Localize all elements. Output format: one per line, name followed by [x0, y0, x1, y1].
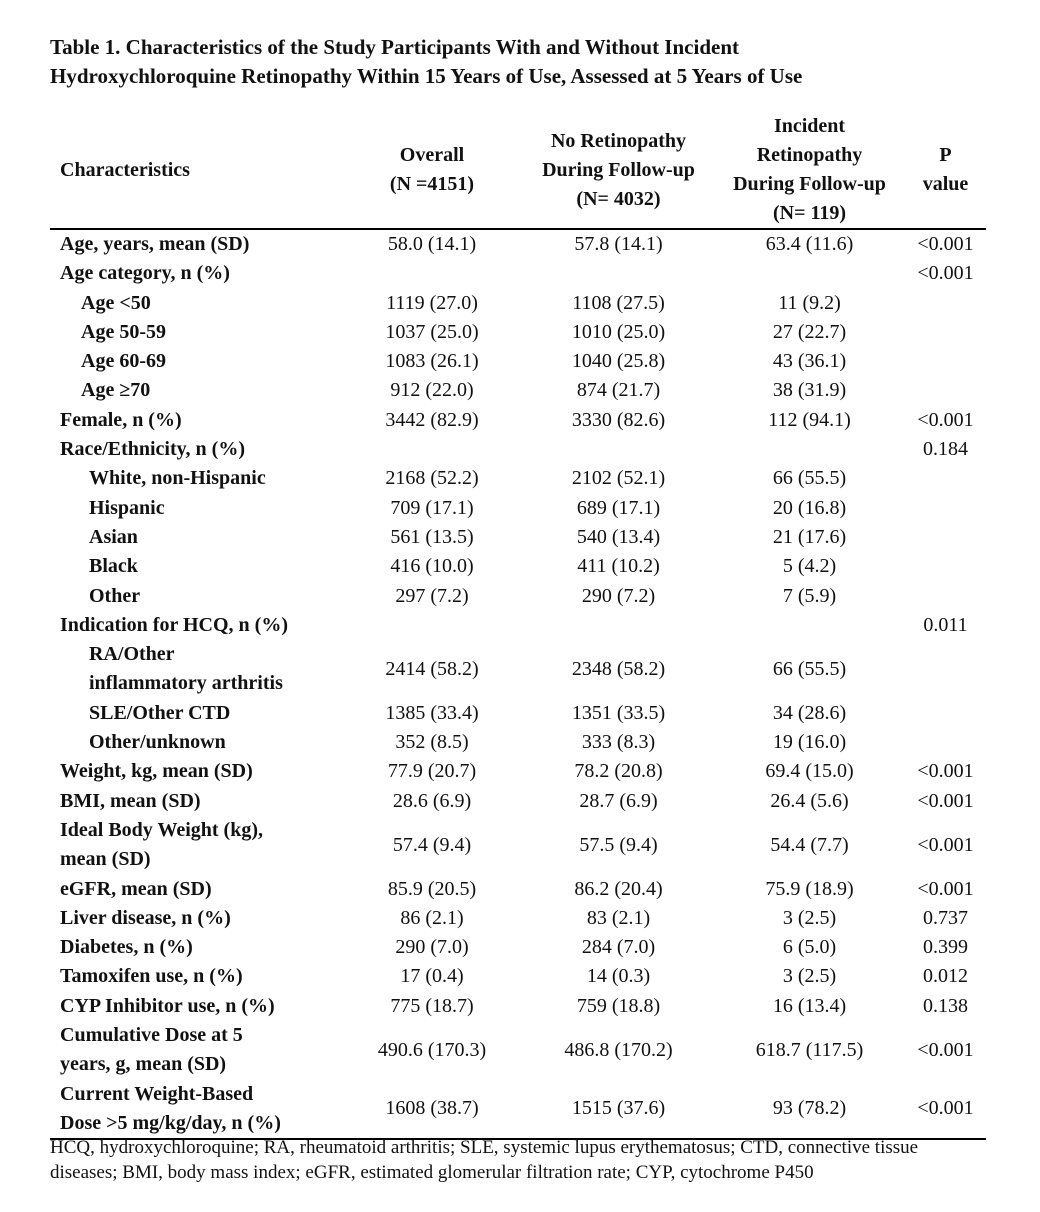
- row-label: [50, 640, 341, 699]
- row-label: [50, 875, 341, 904]
- table-row: [50, 1080, 986, 1140]
- cell-overall: 709 (17.1): [390, 496, 474, 519]
- cell-overall: 86 (2.1): [400, 906, 464, 929]
- header-no-retinopathy-line: During Follow-up: [542, 158, 695, 181]
- cell-p-value: <0.001: [917, 789, 974, 812]
- cell-p-value: [905, 582, 986, 611]
- cell-no-retinopathy: 14 (0.3): [586, 965, 651, 988]
- row-label-line: Age 50-59: [81, 320, 166, 343]
- cell-p-value: <0.001: [905, 1080, 986, 1140]
- row-label: [50, 494, 341, 523]
- row-label-line: Other: [89, 584, 141, 607]
- table-title-line-1: Table 1. Characteristics of the Study Participants With and Without Incident: [50, 35, 739, 59]
- table-row: [50, 523, 986, 552]
- table-header-row: [50, 112, 986, 229]
- cell-p-value: [905, 347, 986, 376]
- row-label: [50, 523, 341, 552]
- row-label-line: mean (SD): [60, 848, 151, 871]
- row-label-line: Female, n (%): [60, 408, 182, 431]
- cell-p-value: <0.001: [917, 833, 974, 856]
- cell-overall: 28.6 (6.9): [392, 789, 472, 812]
- cell-p-value: 0.138: [923, 994, 968, 1017]
- row-label-line: BMI, mean (SD): [60, 789, 201, 812]
- row-label-line: Ideal Body Weight (kg),: [60, 818, 263, 841]
- cell-p-value: [905, 728, 986, 757]
- cell-incident-retinopathy: 34 (28.6): [772, 701, 847, 724]
- row-label: [50, 376, 341, 405]
- cell-incident-retinopathy: 21 (17.6): [772, 525, 847, 548]
- row-label: [50, 757, 341, 786]
- header-no-retinopathy-line: No Retinopathy: [550, 129, 686, 152]
- cell-overall: 1385 (33.4): [385, 701, 479, 724]
- row-label-line: Current Weight-Based: [60, 1082, 254, 1105]
- cell-p-value: [905, 523, 986, 552]
- footnote-line-1: HCQ, hydroxychloroquine; RA, rheumatoid arthritis; SLE, systemic lupus erythematosus; CTD, connective tissue: [50, 1137, 919, 1158]
- row-label: [50, 259, 341, 288]
- header-incident-retinopathy: [714, 112, 905, 229]
- cell-overall: [341, 259, 523, 288]
- table-row: [50, 406, 986, 435]
- cell-no-retinopathy: 2102 (52.1): [571, 467, 666, 490]
- cell-overall: 3442 (82.9): [385, 408, 479, 431]
- row-label-line: Age <50: [81, 291, 151, 314]
- table-row: [50, 611, 986, 640]
- row-label-line: Tamoxifen use, n (%): [60, 965, 243, 988]
- row-label: [50, 1021, 341, 1080]
- table-row: [50, 816, 986, 875]
- cell-incident-retinopathy: 3 (2.5): [782, 965, 837, 988]
- row-label-line: eGFR, mean (SD): [60, 877, 212, 900]
- cell-p-value: [905, 699, 986, 728]
- cell-p-value: 0.011: [923, 613, 968, 636]
- cell-no-retinopathy: 1108 (27.5): [572, 291, 665, 314]
- table-row: [50, 875, 986, 904]
- cell-no-retinopathy: 1351 (33.5): [571, 701, 666, 724]
- cell-no-retinopathy: 689 (17.1): [576, 496, 661, 519]
- row-label-line: Black: [89, 555, 138, 578]
- cell-overall: 2168 (52.2): [385, 467, 479, 490]
- table-row: [50, 992, 986, 1021]
- header-incident-line: Incident: [773, 115, 846, 137]
- table-row: [50, 464, 986, 493]
- cell-overall: 58.0 (14.1): [387, 233, 477, 255]
- row-label: [50, 289, 341, 318]
- cell-no-retinopathy: [523, 259, 714, 288]
- header-incident-line: (N= 119): [772, 202, 847, 224]
- table-row: [50, 933, 986, 962]
- cell-p-value: 0.399: [923, 936, 968, 959]
- row-label: [50, 787, 341, 816]
- cell-overall: [341, 611, 523, 640]
- cell-incident-retinopathy: 6 (5.0): [782, 936, 837, 959]
- header-overall-line: Overall: [399, 144, 465, 166]
- row-label: [50, 552, 341, 581]
- header-incident-line: During Follow-up: [733, 173, 886, 195]
- cell-overall: 2414 (58.2): [385, 657, 479, 680]
- cell-no-retinopathy: 284 (7.0): [581, 936, 656, 959]
- cell-no-retinopathy: 2348 (58.2): [571, 657, 666, 680]
- cell-no-retinopathy: 57.5 (9.4): [579, 833, 658, 856]
- row-label: [50, 611, 341, 640]
- row-label-line: Diabetes, n (%): [60, 936, 193, 959]
- cell-incident-retinopathy: [714, 611, 905, 640]
- row-label: [50, 229, 341, 259]
- cell-overall: 17 (0.4): [400, 965, 464, 988]
- row-label-line: White, non-Hispanic: [89, 467, 266, 490]
- table-row: [50, 229, 986, 259]
- row-label-line: Age, years, mean (SD): [60, 233, 250, 255]
- cell-overall: 1119 (27.0): [386, 291, 478, 314]
- row-label-line: inflammatory arthritis: [89, 672, 283, 695]
- cell-p-value: [905, 640, 986, 699]
- cell-overall: 57.4 (9.4): [392, 833, 472, 856]
- table-title-line-2: Hydroxychloroquine Retinopathy Within 15 Years of Use, Assessed at 5 Years of Use: [50, 64, 803, 88]
- header-characteristics: Characteristics: [50, 112, 341, 229]
- cell-incident-retinopathy: [714, 435, 905, 464]
- cell-incident-retinopathy: 7 (5.9): [782, 584, 837, 607]
- cell-no-retinopathy: 78.2 (20.8): [574, 760, 663, 783]
- table-row: [50, 552, 986, 581]
- cell-p-value: [905, 318, 986, 347]
- table-row: [50, 376, 986, 405]
- row-label-line: Age category, n (%): [60, 262, 230, 285]
- cell-no-retinopathy: 759 (18.8): [576, 994, 661, 1017]
- row-label: [50, 728, 341, 757]
- row-label: [50, 318, 341, 347]
- table-row: [50, 582, 986, 611]
- row-label: [50, 816, 341, 875]
- cell-no-retinopathy: 28.7 (6.9): [579, 789, 658, 812]
- cell-overall: 85.9 (20.5): [387, 877, 477, 900]
- cell-overall: 912 (22.0): [390, 379, 474, 402]
- row-label: [50, 699, 341, 728]
- cell-p-value: [905, 289, 986, 318]
- cell-no-retinopathy: [523, 611, 714, 640]
- cell-overall: 352 (8.5): [395, 731, 469, 754]
- row-label-line: Liver disease, n (%): [60, 906, 231, 929]
- cell-incident-retinopathy: 75.9 (18.9): [765, 877, 854, 900]
- row-label-line: SLE/Other CTD: [89, 701, 231, 724]
- cell-no-retinopathy: 3330 (82.6): [571, 408, 666, 431]
- row-label-line: Cumulative Dose at 5: [60, 1024, 243, 1047]
- row-label-line: Age 60-69: [81, 350, 166, 373]
- cell-p-value: [905, 464, 986, 493]
- cell-incident-retinopathy: 20 (16.8): [772, 496, 847, 519]
- cell-overall: 490.6 (170.3): [377, 1038, 487, 1061]
- row-label-line: Other/unknown: [89, 731, 226, 754]
- cell-overall: 297 (7.2): [395, 584, 469, 607]
- header-p-value-line: P: [939, 144, 952, 166]
- row-label-line: Age ≥70: [81, 379, 151, 402]
- cell-p-value: <0.001: [917, 262, 974, 285]
- table-row: [50, 259, 986, 288]
- cell-incident-retinopathy: 19 (16.0): [772, 731, 847, 754]
- cell-no-retinopathy: 486.8 (170.2): [564, 1038, 673, 1061]
- cell-p-value: <0.001: [917, 408, 974, 431]
- row-label-line: Weight, kg, mean (SD): [60, 760, 253, 783]
- table-row: [50, 494, 986, 523]
- cell-overall: 1608 (38.7): [341, 1080, 523, 1140]
- row-label: [50, 1080, 341, 1140]
- row-label-line: Hispanic: [89, 496, 165, 519]
- header-no-retinopathy: [523, 112, 714, 229]
- row-label: [50, 582, 341, 611]
- table-title: [50, 33, 1010, 91]
- cell-no-retinopathy: 874 (21.7): [576, 379, 661, 402]
- cell-incident-retinopathy: 66 (55.5): [772, 467, 847, 490]
- cell-incident-retinopathy: [714, 259, 905, 288]
- cell-overall: 416 (10.0): [390, 555, 474, 578]
- cell-p-value: <0.001: [917, 760, 974, 783]
- header-no-retinopathy-line: (N= 4032): [576, 187, 661, 210]
- cell-no-retinopathy: 1010 (25.0): [571, 320, 666, 343]
- cell-incident-retinopathy: 618.7 (117.5): [755, 1038, 864, 1061]
- row-label-line: Race/Ethnicity, n (%): [60, 438, 245, 461]
- cell-incident-retinopathy: 11 (9.2): [778, 291, 841, 314]
- row-label: [50, 904, 341, 933]
- cell-no-retinopathy: 1040 (25.8): [571, 350, 666, 373]
- cell-p-value: <0.001: [917, 233, 974, 255]
- cell-incident-retinopathy: 93 (78.2): [714, 1080, 905, 1140]
- header-incident-line: Retinopathy: [756, 144, 863, 166]
- cell-overall: [341, 435, 523, 464]
- table-body: [50, 229, 986, 1139]
- footnote-line-2: diseases; BMI, body mass index; eGFR, estimated glomerular filtration rate; CYP, cytochrome P450: [50, 1162, 814, 1183]
- table-row: [50, 962, 986, 991]
- table-row: [50, 757, 986, 786]
- table-row: [50, 787, 986, 816]
- cell-no-retinopathy: 290 (7.2): [581, 584, 656, 607]
- table-footnote: [50, 1135, 1010, 1185]
- table-row: [50, 728, 986, 757]
- row-label-line: Dose >5 mg/kg/day, n (%): [60, 1111, 281, 1134]
- header-overall: [341, 112, 523, 229]
- cell-incident-retinopathy: 26.4 (5.6): [770, 789, 849, 812]
- cell-overall: 775 (18.7): [390, 994, 474, 1017]
- characteristics-table: [50, 112, 986, 1140]
- row-label-line: Asian: [89, 525, 138, 548]
- cell-no-retinopathy: 57.8 (14.1): [574, 233, 663, 255]
- table-row: [50, 904, 986, 933]
- row-label: [50, 347, 341, 376]
- cell-overall: 77.9 (20.7): [387, 760, 477, 783]
- header-overall-line: (N =4151): [389, 173, 475, 195]
- row-label: [50, 435, 341, 464]
- cell-p-value: 0.184: [923, 438, 968, 461]
- cell-p-value: <0.001: [917, 1038, 974, 1061]
- cell-incident-retinopathy: 66 (55.5): [772, 657, 847, 680]
- table-row: [50, 435, 986, 464]
- table-row: [50, 347, 986, 376]
- cell-p-value: 0.012: [923, 965, 968, 988]
- cell-no-retinopathy: 86.2 (20.4): [574, 877, 663, 900]
- header-p-value: [905, 112, 986, 229]
- row-label-line: CYP Inhibitor use, n (%): [60, 994, 275, 1017]
- cell-incident-retinopathy: 112 (94.1): [768, 408, 851, 431]
- cell-overall: 1037 (25.0): [385, 320, 479, 343]
- cell-incident-retinopathy: 27 (22.7): [772, 320, 847, 343]
- row-label: [50, 962, 341, 991]
- table-row: [50, 699, 986, 728]
- row-label: [50, 933, 341, 962]
- row-label-line: years, g, mean (SD): [60, 1053, 227, 1076]
- table-row: [50, 289, 986, 318]
- table-row: [50, 640, 986, 699]
- cell-p-value: [905, 552, 986, 581]
- header-p-value-line: value: [922, 173, 969, 195]
- cell-no-retinopathy: 540 (13.4): [576, 525, 661, 548]
- row-label: [50, 992, 341, 1021]
- cell-incident-retinopathy: 3 (2.5): [782, 906, 837, 929]
- cell-incident-retinopathy: 63.4 (11.6): [765, 233, 854, 255]
- cell-p-value: [905, 494, 986, 523]
- cell-incident-retinopathy: 54.4 (7.7): [770, 833, 849, 856]
- cell-incident-retinopathy: 38 (31.9): [772, 379, 847, 402]
- cell-no-retinopathy: 333 (8.3): [581, 731, 656, 754]
- cell-incident-retinopathy: 16 (13.4): [772, 994, 847, 1017]
- cell-incident-retinopathy: 43 (36.1): [772, 350, 847, 373]
- cell-p-value: [905, 376, 986, 405]
- cell-overall: 1083 (26.1): [385, 350, 479, 373]
- table-row: [50, 1021, 986, 1080]
- table-row: [50, 318, 986, 347]
- row-label: [50, 464, 341, 493]
- cell-overall: 290 (7.0): [395, 936, 469, 959]
- cell-no-retinopathy: [523, 435, 714, 464]
- cell-no-retinopathy: 411 (10.2): [577, 555, 660, 578]
- cell-no-retinopathy: 1515 (37.6): [523, 1080, 714, 1140]
- cell-no-retinopathy: 83 (2.1): [586, 906, 651, 929]
- row-label: [50, 406, 341, 435]
- cell-incident-retinopathy: 69.4 (15.0): [765, 760, 854, 783]
- row-label-line: RA/Other: [89, 643, 175, 666]
- cell-overall: 561 (13.5): [390, 525, 474, 548]
- cell-p-value: <0.001: [917, 877, 974, 900]
- row-label-line: Indication for HCQ, n (%): [60, 613, 288, 636]
- cell-p-value: 0.737: [923, 906, 968, 929]
- cell-incident-retinopathy: 5 (4.2): [782, 555, 837, 578]
